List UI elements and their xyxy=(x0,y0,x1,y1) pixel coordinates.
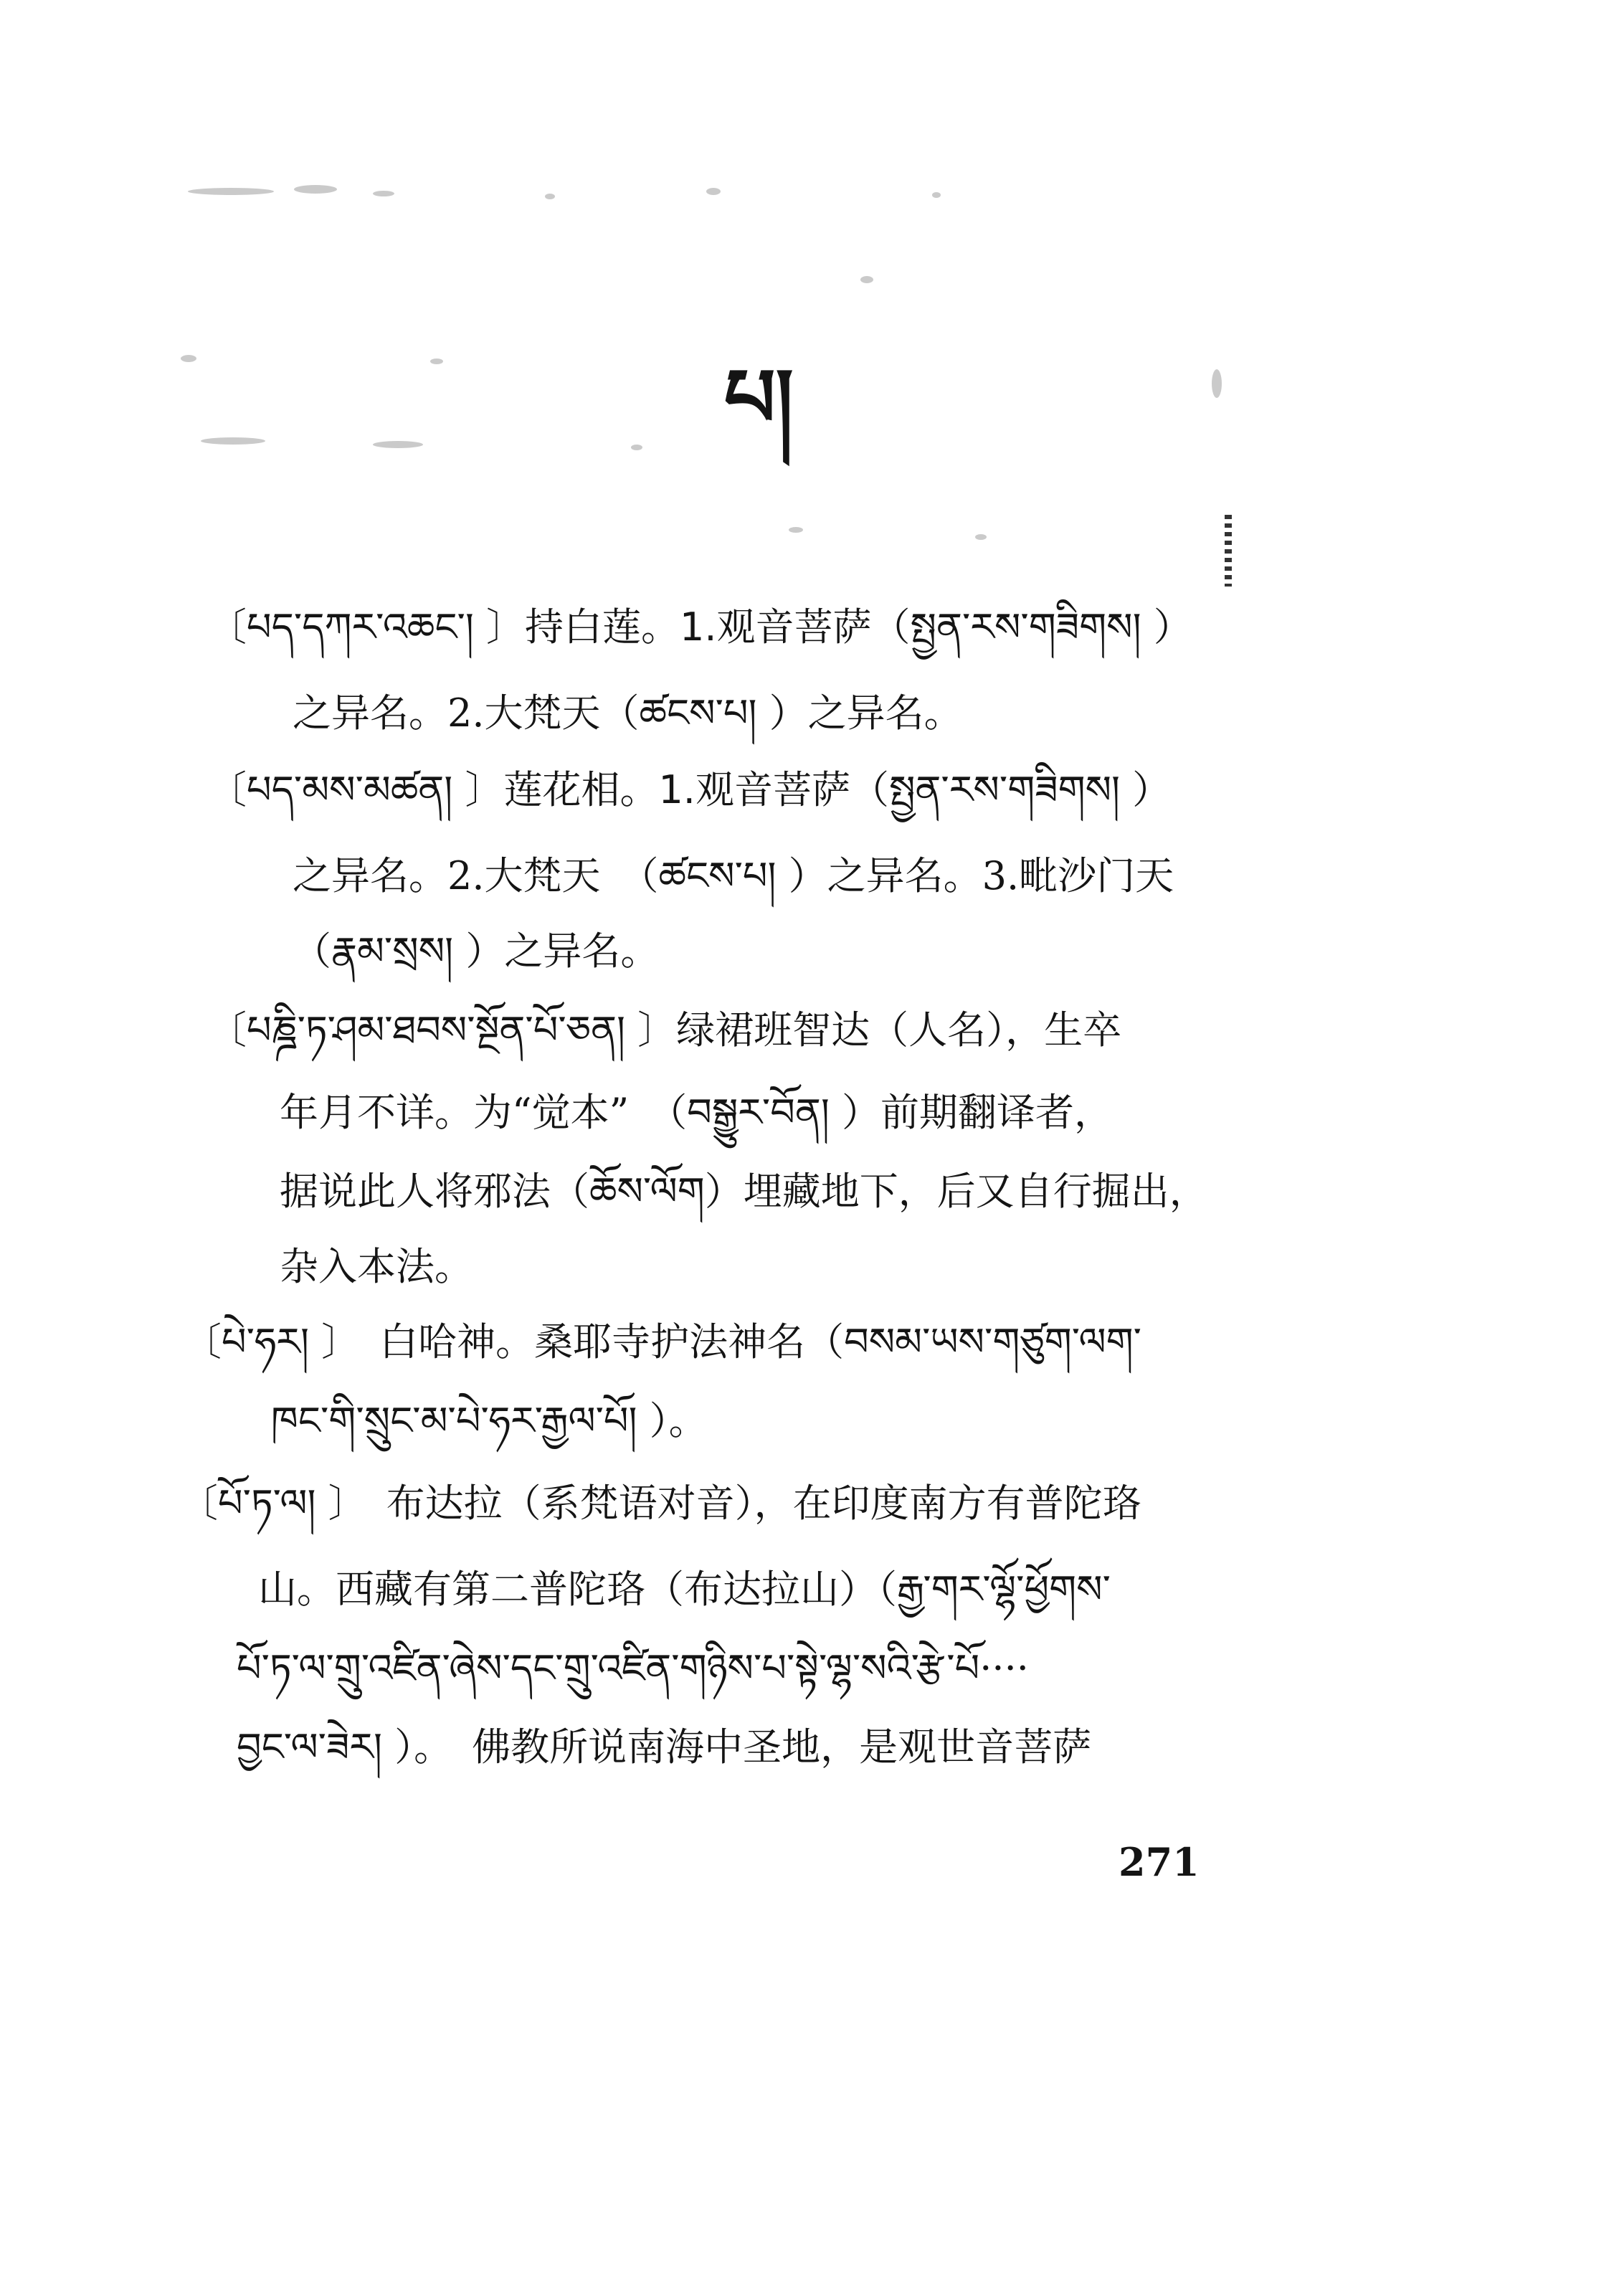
entry-line: 〔པོ་ཏ་ལ། 〕 布达拉（系梵语对音），在印度南方有普陀珞 xyxy=(179,1481,1141,1526)
entry-line: 杂入本法。 xyxy=(280,1244,473,1289)
entry-line: པོ་ཏ་ལ་གྲུ་འཛིན་ཞེས་དང་གྲུ་འཛིན་གཉིས་པ་སྟེ་ལྷ་སའི་རྩེ་པོ···· xyxy=(237,1646,1029,1691)
entry-line: 〔པེ་ཧར། 〕 白哈神。桑耶寺护法神名（བསམ་ཡས་གཙུག་ལག་ xyxy=(183,1319,1141,1364)
entry-line: ཁང་གི་སྲུང་མ་པེ་ཧར་རྒྱལ་པོ། ）。 xyxy=(271,1398,708,1443)
entry-line: 年月不详。为“觉本” （བསྒྱུར་བོན། ）前期翻译者， xyxy=(280,1090,1113,1135)
entry-line: （རྣམ་སྲས། ）之异名。 xyxy=(293,929,660,974)
entry-line: 之异名。2.大梵天 （ཚངས་པ། ）之异名。3.毗沙门天 xyxy=(293,853,1174,898)
scan-edge-mark xyxy=(1225,515,1232,587)
page-number: 271 xyxy=(1119,1839,1200,1885)
entry-line: 据说此人将邪法（ཆོས་ལོག）埋藏地下，后又自行掘出， xyxy=(280,1169,1208,1214)
entry-line: 之异名。2.大梵天（ཚངས་པ། ）之异名。 xyxy=(293,690,963,736)
entry-line: བྱང་ལ་ཟེར། ）。 佛教所说南海中圣地，是观世音菩萨 xyxy=(237,1724,1092,1770)
entry-line: 〔པཎྜི་ཏ་ཤམ་ཐབས་སྔོན་པོ་ཅན། 〕绿裙班智达（人名），生卒 xyxy=(208,1007,1122,1053)
section-letter: པ། xyxy=(724,351,794,445)
entry-line: 〔པད་དཀར་འཆང་། 〕持白莲。1.观音菩萨（སྤྱན་རས་གཟིགས། ） xyxy=(208,604,1192,650)
entry-line: 〔པད་མས་མཚན། 〕莲花相。1.观音菩萨（སྤྱན་རས་གཟིགས། ） xyxy=(208,767,1172,812)
entry-line: 山。西藏有第二普陀珞（布达拉山）（རྒྱ་གར་ལྷོ་ཕྱོགས་ xyxy=(258,1567,1111,1612)
